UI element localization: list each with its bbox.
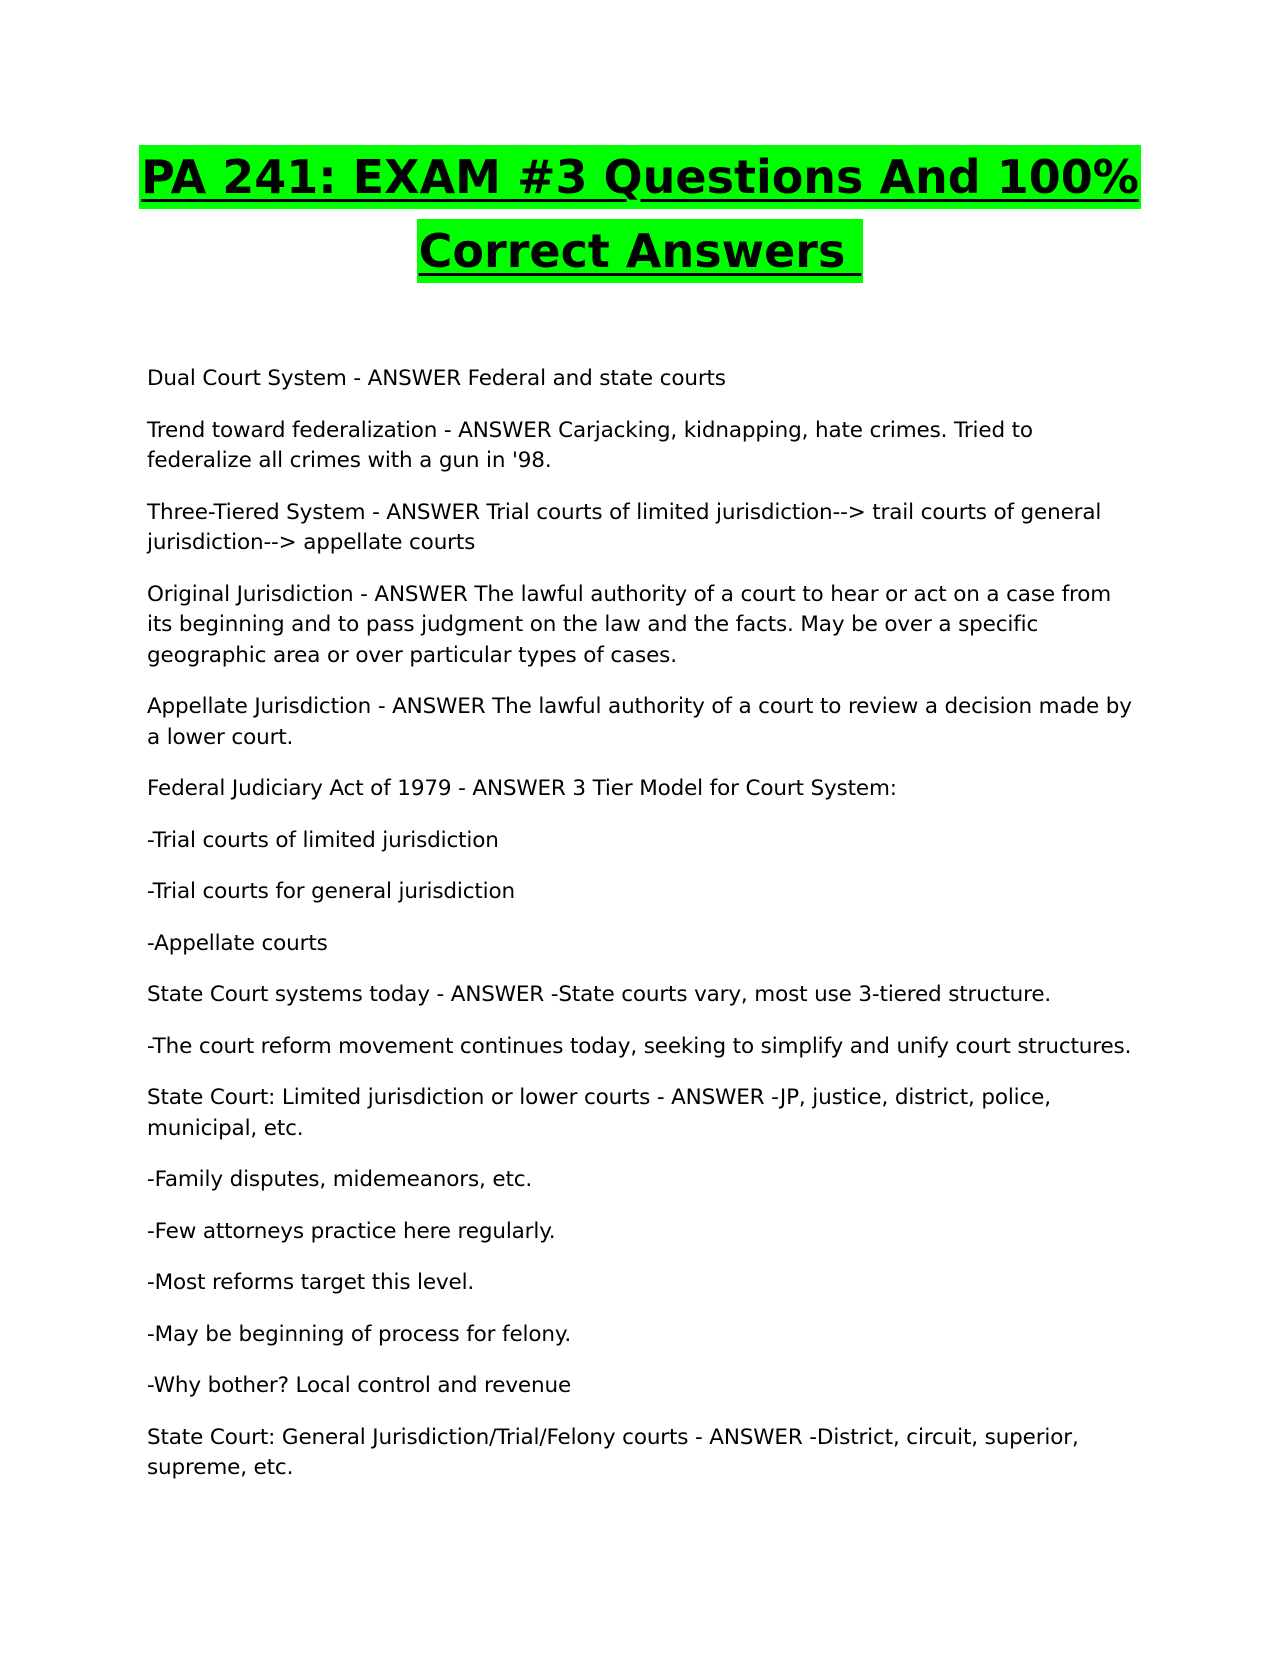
paragraph: -Trial courts for general jurisdiction [147,879,515,904]
paragraph: Federal Judiciary Act of 1979 - ANSWER 3 Tier Model for Court System: [147,776,897,801]
paragraph: -Family disputes, midemeanors, etc. [147,1167,533,1192]
title-line-2: Correct Answers [417,219,864,283]
paragraph: Appellate Jurisdiction - ANSWER The lawful authority of a court to review a decision made by a lower court. [147,694,1132,750]
title-line-1: PA 241: EXAM #3 Questions And 100% [139,145,1141,209]
paragraph: -Trial courts of limited jurisdiction [147,827,499,853]
paragraph: -Why bother? Local control and revenue [147,1373,572,1398]
paragraph: Trend toward federalization - ANSWER Carjacking, kidnapping, hate crimes. Tried to federalize all crimes with a gun in '98. [147,417,1033,473]
paragraph: State Court systems today - ANSWER -State courts vary, most use 3-tiered structure. [147,982,1052,1007]
paragraph: -Most reforms target this level. [147,1270,475,1295]
paragraph: Three-Tiered System - ANSWER Trial courts of limited jurisdiction--> trail courts of general jurisdiction--> appellate courts [147,499,1102,555]
paragraph: State Court: Limited jurisdiction or lower courts - ANSWER -JP, justice, district, police, municipal, etc. [147,1085,1051,1141]
paragraph: -Few attorneys practice here regularly. [147,1218,556,1244]
document-body [147,364,1137,1505]
paragraph: -The court reform movement continues today, seeking to simplify and unify court structures. [147,1033,1132,1059]
paragraph: -May be beginning of process for felony. [147,1321,572,1347]
paragraph: State Court: General Jurisdiction/Trial/Felony courts - ANSWER -District, circuit, superior, supreme, etc. [147,1424,1079,1480]
paragraph: -Appellate courts [147,930,328,956]
paragraph: Original Jurisdiction - ANSWER The lawful authority of a court to hear or act on a case from its beginning and to pass judgment on the law and the facts. May be over a specific geographic area or over particular types of cases. [147,581,1112,668]
document-title [0,145,1280,283]
paragraph: Dual Court System - ANSWER Federal and state courts [147,366,726,391]
